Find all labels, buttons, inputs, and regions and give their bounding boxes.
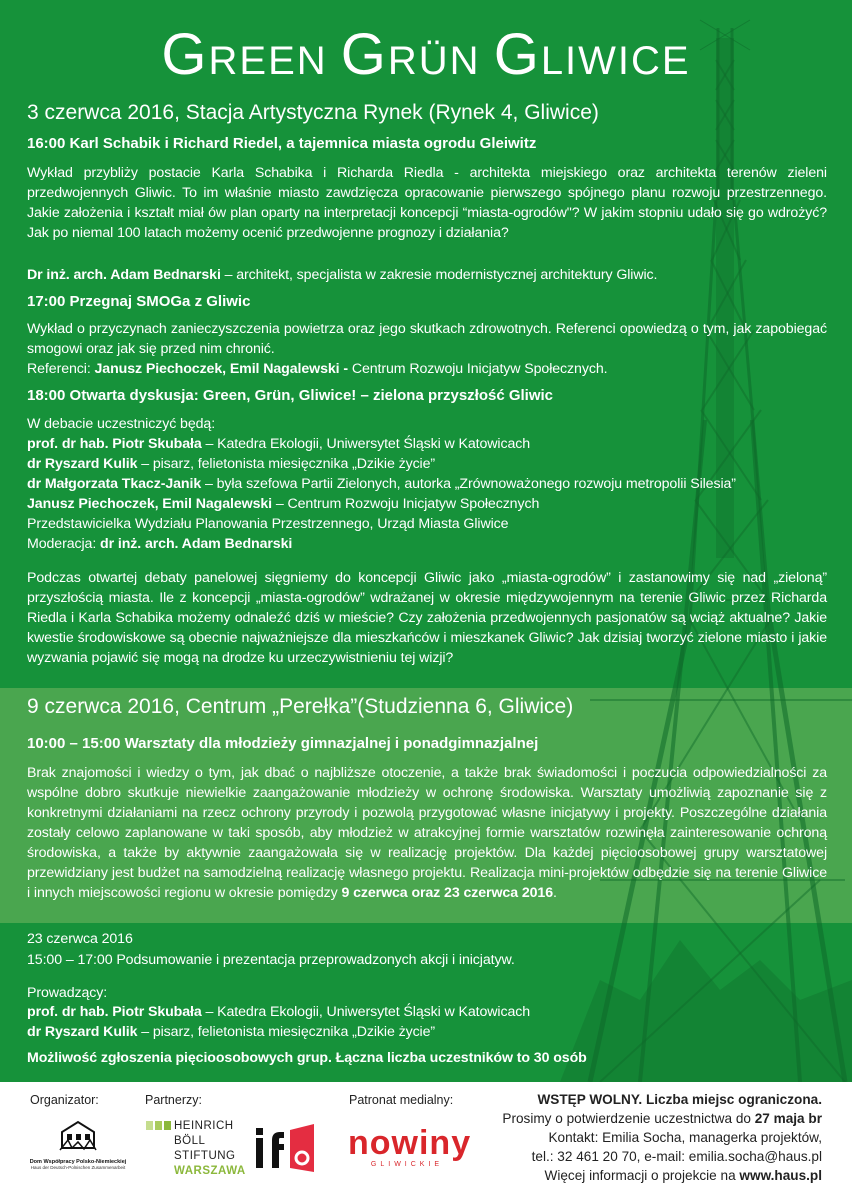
- title-word-3-cap: G: [493, 22, 541, 87]
- hbs-line: STIFTUNG: [174, 1150, 236, 1162]
- workshop-description: [27, 763, 827, 903]
- website-link[interactable]: www.haus.pl: [739, 1168, 822, 1183]
- debate-participant: [27, 494, 539, 514]
- participant-description: – Katedra Ekologii, Uniwersytet Śląski w Katowicach: [201, 436, 531, 452]
- poster-title: [0, 20, 852, 96]
- workshop-text-end: .: [553, 885, 557, 901]
- leader-name: dr Ryszard Kulik: [27, 1024, 138, 1040]
- talk1-speaker: [27, 265, 657, 285]
- moderator-name: dr inż. arch. Adam Bednarski: [100, 536, 293, 552]
- logo-square-icon: [155, 1121, 162, 1130]
- ifa-logo-text: ifa: [254, 1178, 260, 1184]
- event3-summary: 15:00 – 17:00 Podsumowanie i prezentacja przeprowadzonych akcji i inicjatyw.: [27, 952, 515, 968]
- workshop-dates: 9 czerwca oraz 23 czerwca 2016: [341, 885, 553, 901]
- participant-description: – pisarz, felietonista miesięcznika „Dzikie życie”: [137, 456, 436, 472]
- title-word-2: RÜN: [387, 39, 481, 83]
- logo-square-icon: [164, 1121, 171, 1130]
- leader: [27, 1002, 530, 1022]
- talk1-title: 16:00 Karl Schabik i Richard Riedel, a tajemnica miasta ogrodu Gleiwitz: [27, 135, 537, 152]
- organizer-name-de: Haus der Deutsch-Polnischen Zusammenarbeit: [30, 1165, 126, 1170]
- free-entry-note: WSTĘP WOLNY. Liczba miejsc ograniczona.: [537, 1092, 822, 1107]
- talk2-description: Wykład o przyczynach zanieczyszczenia powietrza oraz jego skutkach zdrowotnych. Referenci opowiedzą o tym, jak zapobiegać smogowi oraz jak się przed nim chronić.: [27, 321, 827, 357]
- participant-name: prof. dr hab. Piotr Skubała: [27, 436, 202, 452]
- referents-organization: Centrum Rozwoju Inicjatyw Społecznych.: [351, 361, 608, 377]
- leaders-label: Prowadzący:: [27, 985, 108, 1001]
- title-word-1: REEN: [208, 39, 328, 83]
- title-word-1-cap: G: [161, 22, 209, 87]
- debate-moderation: [27, 534, 292, 554]
- debate-participant: [27, 454, 435, 474]
- talk2-referents: [27, 359, 607, 379]
- referents-names: Janusz Piechoczek, Emil Nagalewski -: [94, 361, 352, 377]
- talk3-title: 18:00 Otwarta dyskusja: Green, Grün, Gliwice! – zielona przyszłość Gliwic: [27, 387, 554, 404]
- debate-participant: [27, 434, 530, 454]
- title-word-3: LIWICE: [540, 39, 691, 83]
- organizer-logo[interactable]: [28, 1118, 128, 1170]
- debate-intro: W debacie uczestniczyć będą:: [27, 416, 216, 432]
- participant-description: – była szefowa Partii Zielonych, autorka „Zrównoważonego rozwoju metropolii Silesia”: [201, 476, 736, 492]
- leader: [27, 1022, 435, 1042]
- participant-description: – Centrum Rozwoju Inicjatyw Społecznych: [272, 496, 540, 512]
- leader-description: – Katedra Ekologii, Uniwersytet Śląski w Katowicach: [201, 1004, 531, 1020]
- speaker-name: Dr inż. arch. Adam Bednarski: [27, 267, 221, 283]
- organizer-name-pl: Dom Współpracy Polsko-Niemieckiej: [29, 1159, 127, 1165]
- partners-label: Partnerzy:: [145, 1093, 202, 1107]
- participant-name: Janusz Piechoczek, Emil Nagalewski: [27, 496, 272, 512]
- gliwickie-text: GLIWICKIE: [370, 1161, 444, 1168]
- rsvp-text: Prosimy o potwierdzenie uczestnictwa do: [502, 1111, 755, 1126]
- contact-person: Kontakt: Emilia Socha, managerka projektów,: [548, 1130, 822, 1145]
- ifa-logo[interactable]: [254, 1122, 320, 1174]
- contact-phone-email[interactable]: tel.: 32 461 20 70, e-mail: emilia.socha@haus.pl: [531, 1149, 822, 1164]
- leader-name: prof. dr hab. Piotr Skubała: [27, 1004, 202, 1020]
- debate-participant: [27, 474, 736, 494]
- rsvp-deadline: 27 maja br: [754, 1111, 822, 1126]
- event1-heading: 3 czerwca 2016, Stacja Artystyczna Rynek (Rynek 4, Gliwice): [27, 101, 599, 124]
- more-info-line: [502, 1166, 822, 1185]
- moderation-label: Moderacja:: [27, 536, 101, 552]
- talk1-description: Wykład przybliży postacie Karla Schabika i Richarda Riedla - architekta miejskiego oraz architekta terenów zieleni przedwojennych Gliwic. To im właśnie miasto zawdzięcza opracowanie pierwszego spójnego planu rozwoju przestrzennego. Jakie założenia i kształt miał ów plan oparty na interpretacji koncepcji “miasta-ogrodów"? W jakim stopniu udało się go wdrożyć? Jak po niemal 100 latach możemy ocenić przedwojenne prognozy i działania?: [27, 165, 827, 241]
- debate-extra-participant: Przedstawicielka Wydziału Planowania Przestrzennego, Urząd Miasta Gliwice: [27, 516, 509, 532]
- rsvp-line: [502, 1109, 822, 1128]
- event3-date: 23 czerwca 2016: [27, 931, 133, 947]
- participant-name: dr Ryszard Kulik: [27, 456, 138, 472]
- nowiny-gliwickie-logo[interactable]: [348, 1124, 472, 1169]
- participant-name: dr Małgorzata Tkacz-Janik: [27, 476, 202, 492]
- hbs-line: BÖLL: [174, 1135, 206, 1147]
- more-info-text: Więcej informacji o projekcie na: [544, 1168, 740, 1183]
- workshop-text: Brak znajomości i wiedzy o tym, jak dbać o najbliższe otoczenie, a także brak świadomości i poczucia odpowiedzialności za wspólne dobro skutkuje niewielkie zaangażowanie młodzieży w ochronę środowiska. Warsztaty umożliwią zapoznanie się z konkretnymi działaniami na rzecz ochrony przyrody i pozwolą przygotować własne inicjatywy i projekty. Poszczególne działania zostały celowo zaplanowane w taki sposób, aby młodzież w atrakcyjnej formie warsztatów rozwinęła zainteresowanie ochroną środowiska, a także by aktywnie zaangażowała się w realizację projektów. Dla każdej pięcioosobowej grupy warsztatowej przewidziany jest budżet na samodzielną realizację własnego projektu. Realizacja mini-projektów odbędzie się na terenie Gliwice i innych miejscowości regionu w okresie pomiędzy: [27, 765, 827, 901]
- nowiny-text: nowiny: [348, 1124, 472, 1162]
- house-engraving-icon: [58, 1118, 98, 1152]
- debate-description: Podczas otwartej debaty panelowej sięgniemy do koncepcji Gliwic jako „miasta-ogrodów” i zastanowimy się nad „zieloną” przyszłością miasta. Ile z koncepcji „miasta-ogrodów” wdrażanej w okresie międzywojennym na terenie Gliwic przez Richarda Riedla i Karla Schabika możemy odnaleźć dziś w mieście? Czy założenia przedwojennych pasjonatów są wciąż aktualne? Jakie kwestie środowiskowe są obecnie najważniejsze dla mieszkańców i mieszkanek Gliwic? Jak dzisiaj tworzyć zielone miasto i jakie wyzwania pojawić się mogą na drodze ku urzeczywistnieniu tej wizji?: [27, 570, 827, 666]
- event2-heading: 9 czerwca 2016, Centrum „Perełka”(Studzienna 6, Gliwice): [27, 695, 574, 718]
- referents-label: Referenci:: [27, 361, 95, 377]
- footer: [0, 1082, 852, 1200]
- speaker-description: – architekt, specjalista w zakresie modernistycznej architektury Gliwic.: [220, 267, 658, 283]
- logo-square-icon: [146, 1121, 153, 1130]
- media-label: Patronat medialny:: [349, 1093, 454, 1107]
- talk2-title: 17:00 Przegnaj SMOGa z Gliwic: [27, 293, 251, 310]
- leader-description: – pisarz, felietonista miesięcznika „Dzikie życie”: [137, 1024, 436, 1040]
- hbs-city: WARSZAWA: [174, 1165, 246, 1177]
- title-word-2-cap: G: [340, 22, 388, 87]
- organizer-label: Organizator:: [30, 1093, 99, 1107]
- workshop-title: 10:00 – 15:00 Warsztaty dla młodzieży gimnazjalnej i ponadgimnazjalnej: [27, 735, 539, 752]
- hbs-line: HEINRICH: [174, 1120, 234, 1132]
- group-note: Możliwość zgłoszenia pięcioosobowych grup. Łączna liczba uczestników to 30 osób: [27, 1050, 587, 1066]
- contact-info: [502, 1090, 822, 1185]
